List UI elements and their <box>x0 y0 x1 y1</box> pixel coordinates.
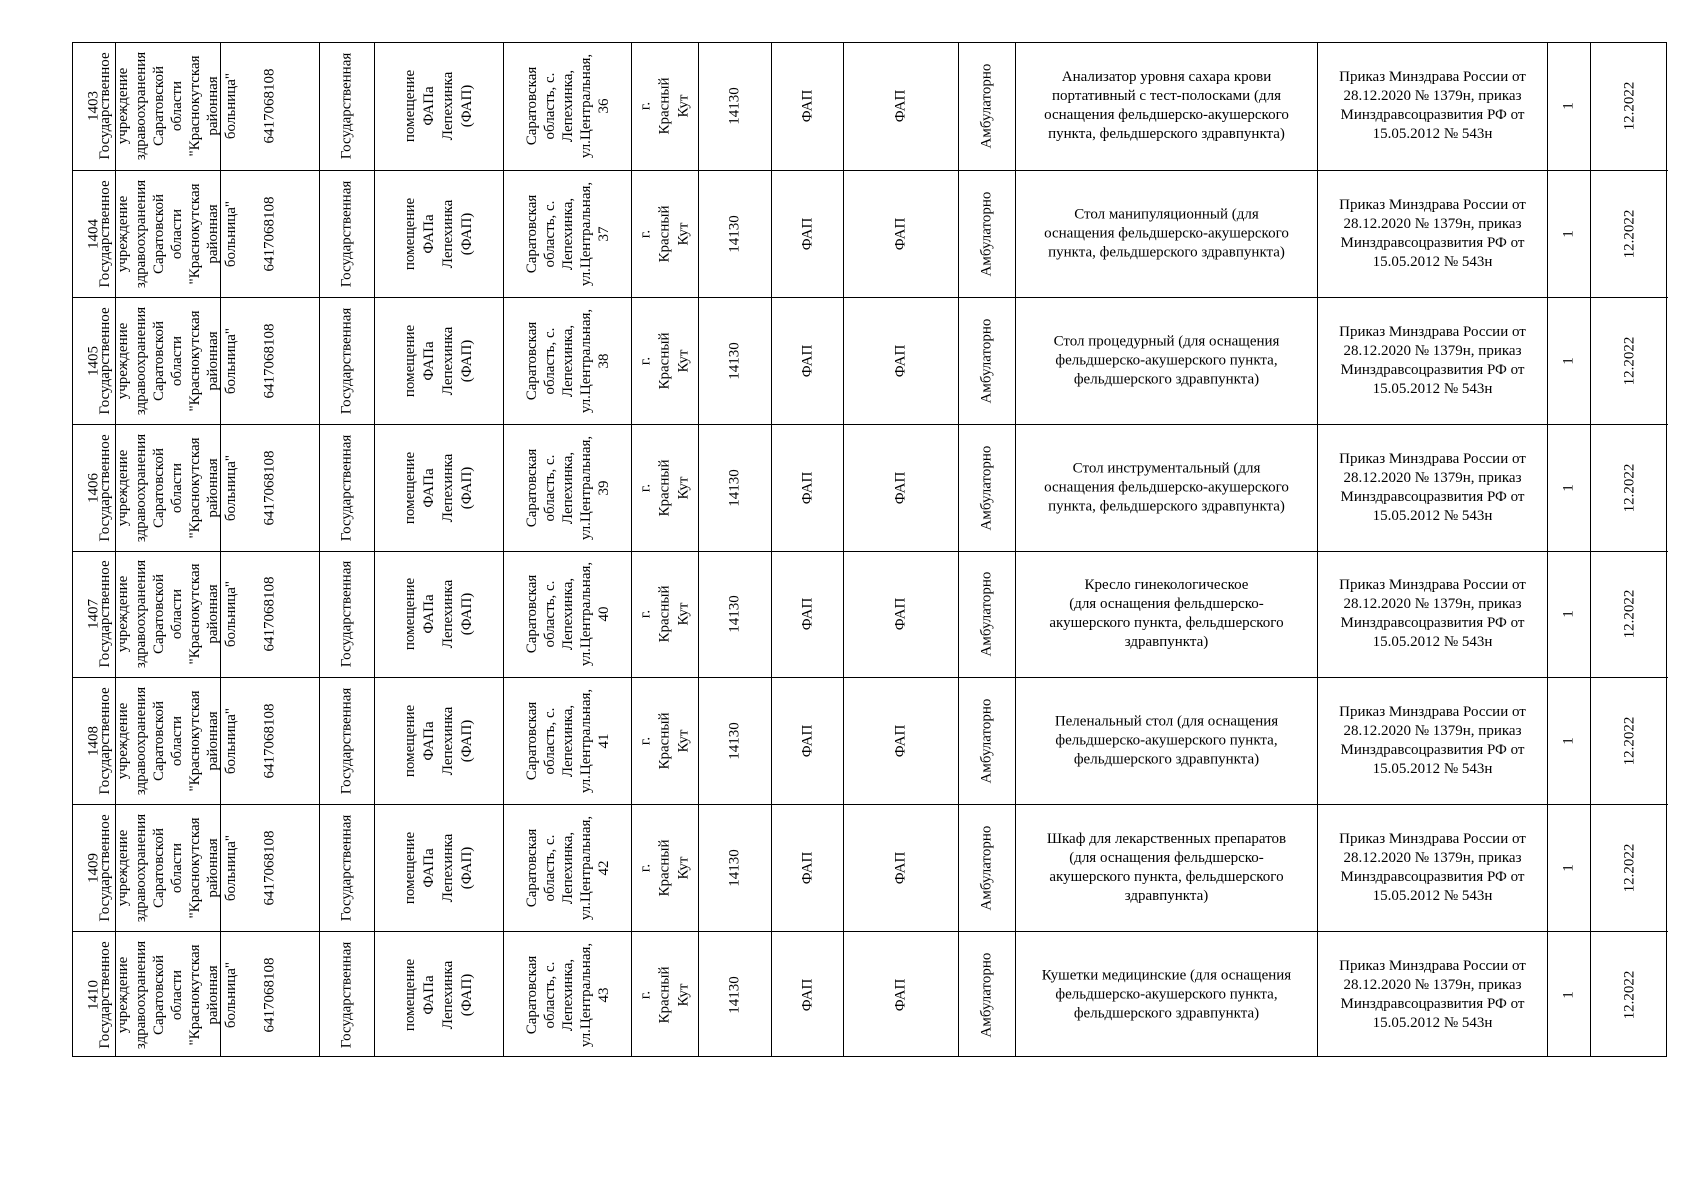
inn-value: 6417068108 <box>261 576 278 652</box>
table-cell <box>221 170 319 297</box>
care-mode: Амбулаторно <box>978 445 995 530</box>
table-cell <box>1591 804 1668 931</box>
column-address <box>503 43 631 1056</box>
care-mode: Амбулаторно <box>978 572 995 657</box>
table-cell <box>1591 43 1668 170</box>
regulatory-order: Приказ Минздрава России от 28.12.2020 № 1379н, приказ Минздравсоцразвития РФ от 15.05.2012 № 543н <box>1339 196 1526 270</box>
regulatory-order: Приказ Минздрава России от 28.12.2020 № 1379н, приказ Минздравсоцразвития РФ от 15.05.2012 № 543н <box>1339 958 1526 1032</box>
table-cell <box>375 931 503 1058</box>
table-cell <box>959 297 1015 424</box>
facility-subtype: ФАП <box>892 598 909 631</box>
table-cell <box>772 677 843 804</box>
inn-value: 6417068108 <box>261 703 278 779</box>
table-cell <box>320 804 374 931</box>
ownership-form: Государственная <box>338 814 355 922</box>
table-cell <box>699 424 771 551</box>
code: 14130 <box>726 976 743 1014</box>
table-cell <box>1016 677 1317 804</box>
equipment-name: Анализатор уровня сахара крови портативный с тест-полосками (для оснащения фельдшерско-акушерского пункта, фельдшерского здравпункта) <box>1044 69 1289 143</box>
ownership-form: Государственная <box>338 307 355 414</box>
facility-type: ФАП <box>799 725 815 758</box>
table-cell <box>1016 43 1317 170</box>
table-cell <box>632 551 698 678</box>
premises-name: помещение ФАПа Лепехинка (ФАП) <box>402 578 475 651</box>
equipment-name: Стол манипуляционный (для оснащения фельдшерско-акушерского пункта, фельдшерского здравпункта) <box>1044 206 1289 261</box>
table-cell <box>375 804 503 931</box>
care-mode: Амбулаторно <box>978 318 995 404</box>
table-cell <box>1548 424 1590 551</box>
organization-name: Государственное учреждение здравоохранения Саратовской области "Краснокутская районная больница" <box>97 814 239 923</box>
city: г. Красный Кут <box>637 77 692 135</box>
table-cell <box>632 931 698 1058</box>
table-cell <box>1016 424 1317 551</box>
facility-type: ФАП <box>799 217 815 251</box>
city: г. Красный Кут <box>637 332 692 390</box>
table-cell <box>320 551 374 678</box>
table-cell <box>844 43 958 170</box>
inn-value: 6417068108 <box>261 830 278 906</box>
equipment-table <box>72 42 1667 1057</box>
table-cell <box>320 297 374 424</box>
table-cell <box>221 931 319 1058</box>
table-cell <box>1591 170 1668 297</box>
table-cell <box>504 677 631 804</box>
quantity: 1 <box>1560 610 1577 619</box>
table-cell <box>1548 931 1590 1058</box>
table-cell <box>632 424 698 551</box>
care-mode: Амбулаторно <box>978 191 995 277</box>
facility-type: ФАП <box>799 851 815 885</box>
care-mode: Амбулаторно <box>978 64 995 149</box>
column-equipment-name <box>1015 43 1317 1056</box>
premises-name: помещение ФАПа Лепехинка (ФАП) <box>402 70 475 143</box>
table-cell <box>632 170 698 297</box>
column-organization-name <box>97 43 239 1056</box>
table-cell <box>221 43 319 170</box>
row-number: 1407 <box>85 599 102 630</box>
city: г. Красный Кут <box>637 966 692 1024</box>
ownership-form: Государственная <box>338 688 355 795</box>
table-cell <box>632 297 698 424</box>
organization-name: Государственное учреждение здравоохранения Саратовской области "Краснокутская районная больница" <box>97 179 239 288</box>
code: 14130 <box>726 595 743 634</box>
address: Саратовская область, с. Лепехинка, ул.Центральная, 36 <box>523 54 612 159</box>
table-cell <box>1548 551 1590 678</box>
ownership-form: Государственная <box>338 561 355 668</box>
table-cell <box>375 551 503 678</box>
premises-name: помещение ФАПа Лепехинка (ФАП) <box>402 705 475 778</box>
inn-value: 6417068108 <box>261 323 278 399</box>
column-facility-subtype <box>843 43 958 1056</box>
table-cell <box>375 43 503 170</box>
table-cell <box>97 424 239 551</box>
table-cell <box>772 297 843 424</box>
table-cell <box>844 170 958 297</box>
table-cell <box>699 297 771 424</box>
table-cell <box>1016 551 1317 678</box>
table-cell <box>844 804 958 931</box>
table-cell <box>1318 804 1547 931</box>
address: Саратовская область, с. Лепехинка, ул.Центральная, 39 <box>523 435 612 540</box>
inn-value: 6417068108 <box>261 68 278 144</box>
premises-name: помещение ФАПа Лепехинка (ФАП) <box>402 832 475 905</box>
table-cell <box>375 297 503 424</box>
table-cell <box>1318 43 1547 170</box>
table-cell <box>632 677 698 804</box>
address: Саратовская область, с. Лепехинка, ул.Центральная, 38 <box>523 308 612 413</box>
organization-name: Государственное учреждение здравоохранения Саратовской области "Краснокутская районная больница" <box>97 560 239 669</box>
table-cell <box>1318 551 1547 678</box>
facility-type: ФАП <box>799 978 815 1012</box>
column-city <box>631 43 698 1056</box>
regulatory-order: Приказ Минздрава России от 28.12.2020 № 1379н, приказ Минздравсоцразвития РФ от 15.05.2012 № 543н <box>1339 69 1526 143</box>
equipment-name: Шкаф для лекарственных препаратов (для оснащения фельдшерско- акушерского пункта, фельдшерского здравпункта) <box>1046 831 1287 905</box>
column-regulatory-order <box>1317 43 1547 1056</box>
code: 14130 <box>726 215 743 253</box>
table-cell <box>97 931 239 1058</box>
delivery-date: 12.2022 <box>1621 336 1637 386</box>
table-cell <box>1591 424 1668 551</box>
table-cell <box>772 424 843 551</box>
table-cell <box>772 931 843 1058</box>
table-cell <box>1591 677 1668 804</box>
city: г. Красный Кут <box>637 712 692 770</box>
table-cell <box>375 677 503 804</box>
row-number: 1410 <box>85 980 102 1011</box>
table-cell <box>959 170 1015 297</box>
inn-value: 6417068108 <box>261 957 278 1033</box>
equipment-name: Стол инструментальный (для оснащения фельдшерско-акушерского пункта, фельдшерского здравпункта) <box>1044 460 1289 515</box>
row-number: 1409 <box>85 853 102 884</box>
table-cell <box>375 170 503 297</box>
table-cell <box>1318 297 1547 424</box>
facility-type: ФАП <box>799 90 815 123</box>
care-mode: Амбулаторно <box>978 825 995 911</box>
quantity: 1 <box>1560 737 1577 746</box>
delivery-date: 12.2022 <box>1621 716 1637 766</box>
quantity: 1 <box>1560 991 1577 999</box>
table-cell <box>320 424 374 551</box>
organization-name: Государственное учреждение здравоохранения Саратовской области "Краснокутская районная больница" <box>97 52 239 161</box>
table-cell <box>844 677 958 804</box>
city: г. Красный Кут <box>637 205 692 263</box>
table-cell <box>699 677 771 804</box>
city: г. Красный Кут <box>637 839 692 897</box>
delivery-date: 12.2022 <box>1621 209 1637 259</box>
delivery-date: 12.2022 <box>1621 463 1637 512</box>
city: г. Красный Кут <box>637 585 692 643</box>
address: Саратовская область, с. Лепехинка, ул.Центральная, 42 <box>523 816 612 921</box>
inn-value: 6417068108 <box>261 196 278 272</box>
table-cell <box>959 677 1015 804</box>
city: г. Красный Кут <box>637 459 692 517</box>
table-cell <box>1591 551 1668 678</box>
table-cell <box>844 551 958 678</box>
table-cell <box>844 297 958 424</box>
premises-name: помещение ФАПа Лепехинка (ФАП) <box>402 958 475 1032</box>
table-cell <box>221 677 319 804</box>
table-cell <box>699 43 771 170</box>
address: Саратовская область, с. Лепехинка, ул.Центральная, 40 <box>523 562 612 667</box>
equipment-name: Кушетки медицинские (для оснащения фельдшерско-акушерского пункта, фельдшерского здравпункта) <box>1041 967 1292 1022</box>
quantity: 1 <box>1560 864 1577 872</box>
facility-type: ФАП <box>799 598 815 631</box>
equipment-name: Кресло гинекологическое (для оснащения фельдшерско- акушерского пункта, фельдшерского здравпункта) <box>1049 577 1284 651</box>
table-cell <box>504 804 631 931</box>
organization-name: Государственное учреждение здравоохранения Саратовской области "Краснокутская районная больница" <box>97 687 239 796</box>
ownership-form: Государственная <box>338 434 355 541</box>
equipment-name: Пеленальный стол (для оснащения фельдшерско-акушерского пункта, фельдшерского здравпункта) <box>1054 713 1279 768</box>
table-cell <box>504 424 631 551</box>
table-cell <box>699 170 771 297</box>
facility-subtype: ФАП <box>892 344 909 377</box>
table-cell <box>320 931 374 1058</box>
care-mode: Амбулаторно <box>978 698 995 784</box>
address: Саратовская область, с. Лепехинка, ул.Центральная, 41 <box>523 689 612 794</box>
column-facility-type <box>771 43 843 1056</box>
delivery-date: 12.2022 <box>1621 843 1637 893</box>
facility-subtype: ФАП <box>892 851 909 885</box>
column-quantity <box>1547 43 1590 1056</box>
table-cell <box>772 551 843 678</box>
table-cell <box>97 170 239 297</box>
table-cell <box>1591 931 1668 1058</box>
table-cell <box>772 804 843 931</box>
table-cell <box>844 931 958 1058</box>
table-cell <box>632 43 698 170</box>
regulatory-order: Приказ Минздрава России от 28.12.2020 № 1379н, приказ Минздравсоцразвития РФ от 15.05.2012 № 543н <box>1339 323 1526 397</box>
column-care-mode <box>958 43 1015 1056</box>
table-cell <box>221 297 319 424</box>
table-cell <box>504 551 631 678</box>
table-cell <box>1318 170 1547 297</box>
delivery-date: 12.2022 <box>1621 82 1637 131</box>
table-cell <box>221 804 319 931</box>
table-cell <box>504 43 631 170</box>
table-cell <box>959 424 1015 551</box>
column-inn-value <box>220 43 319 1056</box>
table-cell <box>1591 297 1668 424</box>
table-cell <box>97 43 239 170</box>
table-cell <box>959 804 1015 931</box>
regulatory-order: Приказ Минздрава России от 28.12.2020 № 1379н, приказ Минздравсоцразвития РФ от 15.05.2012 № 543н <box>1339 704 1526 778</box>
table-cell <box>320 170 374 297</box>
address: Саратовская область, с. Лепехинка, ул.Центральная, 37 <box>523 181 612 286</box>
organization-name: Государственное учреждение здравоохранения Саратовской области "Краснокутская районная больница" <box>97 940 239 1050</box>
equipment-name: Стол процедурный (для оснащения фельдшерско-акушерского пункта, фельдшерского здравпункта) <box>1053 333 1280 388</box>
table-cell <box>97 297 239 424</box>
code: 14130 <box>726 722 743 761</box>
premises-name: помещение ФАПа Лепехинка (ФАП) <box>402 451 475 524</box>
table-cell <box>320 43 374 170</box>
ownership-form: Государственная <box>338 941 355 1049</box>
table-cell <box>221 424 319 551</box>
facility-subtype: ФАП <box>892 217 909 251</box>
table-cell <box>699 804 771 931</box>
column-code <box>698 43 771 1056</box>
ownership-form: Государственная <box>338 53 355 160</box>
table-cell <box>959 551 1015 678</box>
column-premises-name <box>374 43 503 1056</box>
facility-type: ФАП <box>799 471 815 504</box>
table-cell <box>1318 931 1547 1058</box>
organization-name: Государственное учреждение здравоохранения Саратовской области "Краснокутская районная больница" <box>97 433 239 542</box>
table-cell <box>504 297 631 424</box>
table-cell <box>1548 170 1590 297</box>
code: 14130 <box>726 849 743 887</box>
facility-subtype: ФАП <box>892 90 909 123</box>
quantity: 1 <box>1560 483 1577 492</box>
table-cell <box>844 424 958 551</box>
code: 14130 <box>726 87 743 126</box>
table-cell <box>1548 804 1590 931</box>
table-cell <box>1016 170 1317 297</box>
table-cell <box>1548 43 1590 170</box>
regulatory-order: Приказ Минздрава России от 28.12.2020 № 1379н, приказ Минздравсоцразвития РФ от 15.05.2012 № 543н <box>1339 577 1526 651</box>
facility-subtype: ФАП <box>892 471 909 504</box>
table-cell <box>1318 424 1547 551</box>
column-delivery-date <box>1590 43 1668 1056</box>
ownership-form: Государственная <box>338 180 355 288</box>
table-cell <box>97 677 239 804</box>
row-number: 1408 <box>85 726 102 757</box>
table-cell <box>375 424 503 551</box>
address: Саратовская область, с. Лепехинка, ул.Центральная, 43 <box>523 942 612 1048</box>
premises-name: помещение ФАПа Лепехинка (ФАП) <box>402 197 475 270</box>
table-cell <box>97 804 239 931</box>
facility-subtype: ФАП <box>892 725 909 758</box>
table-cell <box>1318 677 1547 804</box>
regulatory-order: Приказ Минздрава России от 28.12.2020 № 1379н, приказ Минздравсоцразвития РФ от 15.05.2012 № 543н <box>1339 831 1526 905</box>
premises-name: помещение ФАПа Лепехинка (ФАП) <box>402 324 475 397</box>
quantity: 1 <box>1560 102 1577 111</box>
code: 14130 <box>726 468 743 507</box>
table-cell <box>504 931 631 1058</box>
facility-type: ФАП <box>799 344 815 377</box>
table-cell <box>1016 804 1317 931</box>
table-cell <box>699 551 771 678</box>
table-cell <box>1548 677 1590 804</box>
table-cell <box>1016 297 1317 424</box>
row-number: 1404 <box>85 218 102 249</box>
table-cell <box>1548 297 1590 424</box>
table-cell <box>632 804 698 931</box>
regulatory-order: Приказ Минздрава России от 28.12.2020 № 1379н, приказ Минздравсоцразвития РФ от 15.05.2012 № 543н <box>1339 450 1526 524</box>
quantity: 1 <box>1560 356 1577 365</box>
code: 14130 <box>726 341 743 380</box>
care-mode: Амбулаторно <box>978 952 995 1038</box>
column-ownership-form <box>319 43 374 1056</box>
table-cell <box>772 170 843 297</box>
table-cell <box>1016 931 1317 1058</box>
table-cell <box>504 170 631 297</box>
table-cell <box>221 551 319 678</box>
row-number: 1405 <box>85 345 102 376</box>
inn-value: 6417068108 <box>261 450 278 526</box>
table-cell <box>699 931 771 1058</box>
table-cell <box>959 43 1015 170</box>
delivery-date: 12.2022 <box>1621 590 1637 639</box>
organization-name: Государственное учреждение здравоохранения Саратовской области "Краснокутская районная больница" <box>97 306 239 415</box>
table-cell <box>959 931 1015 1058</box>
row-number: 1406 <box>85 472 102 503</box>
facility-subtype: ФАП <box>892 978 909 1012</box>
table-cell <box>320 677 374 804</box>
row-number: 1403 <box>85 91 102 122</box>
table-cell <box>772 43 843 170</box>
delivery-date: 12.2022 <box>1621 970 1637 1020</box>
table-cell <box>97 551 239 678</box>
quantity: 1 <box>1560 230 1577 238</box>
